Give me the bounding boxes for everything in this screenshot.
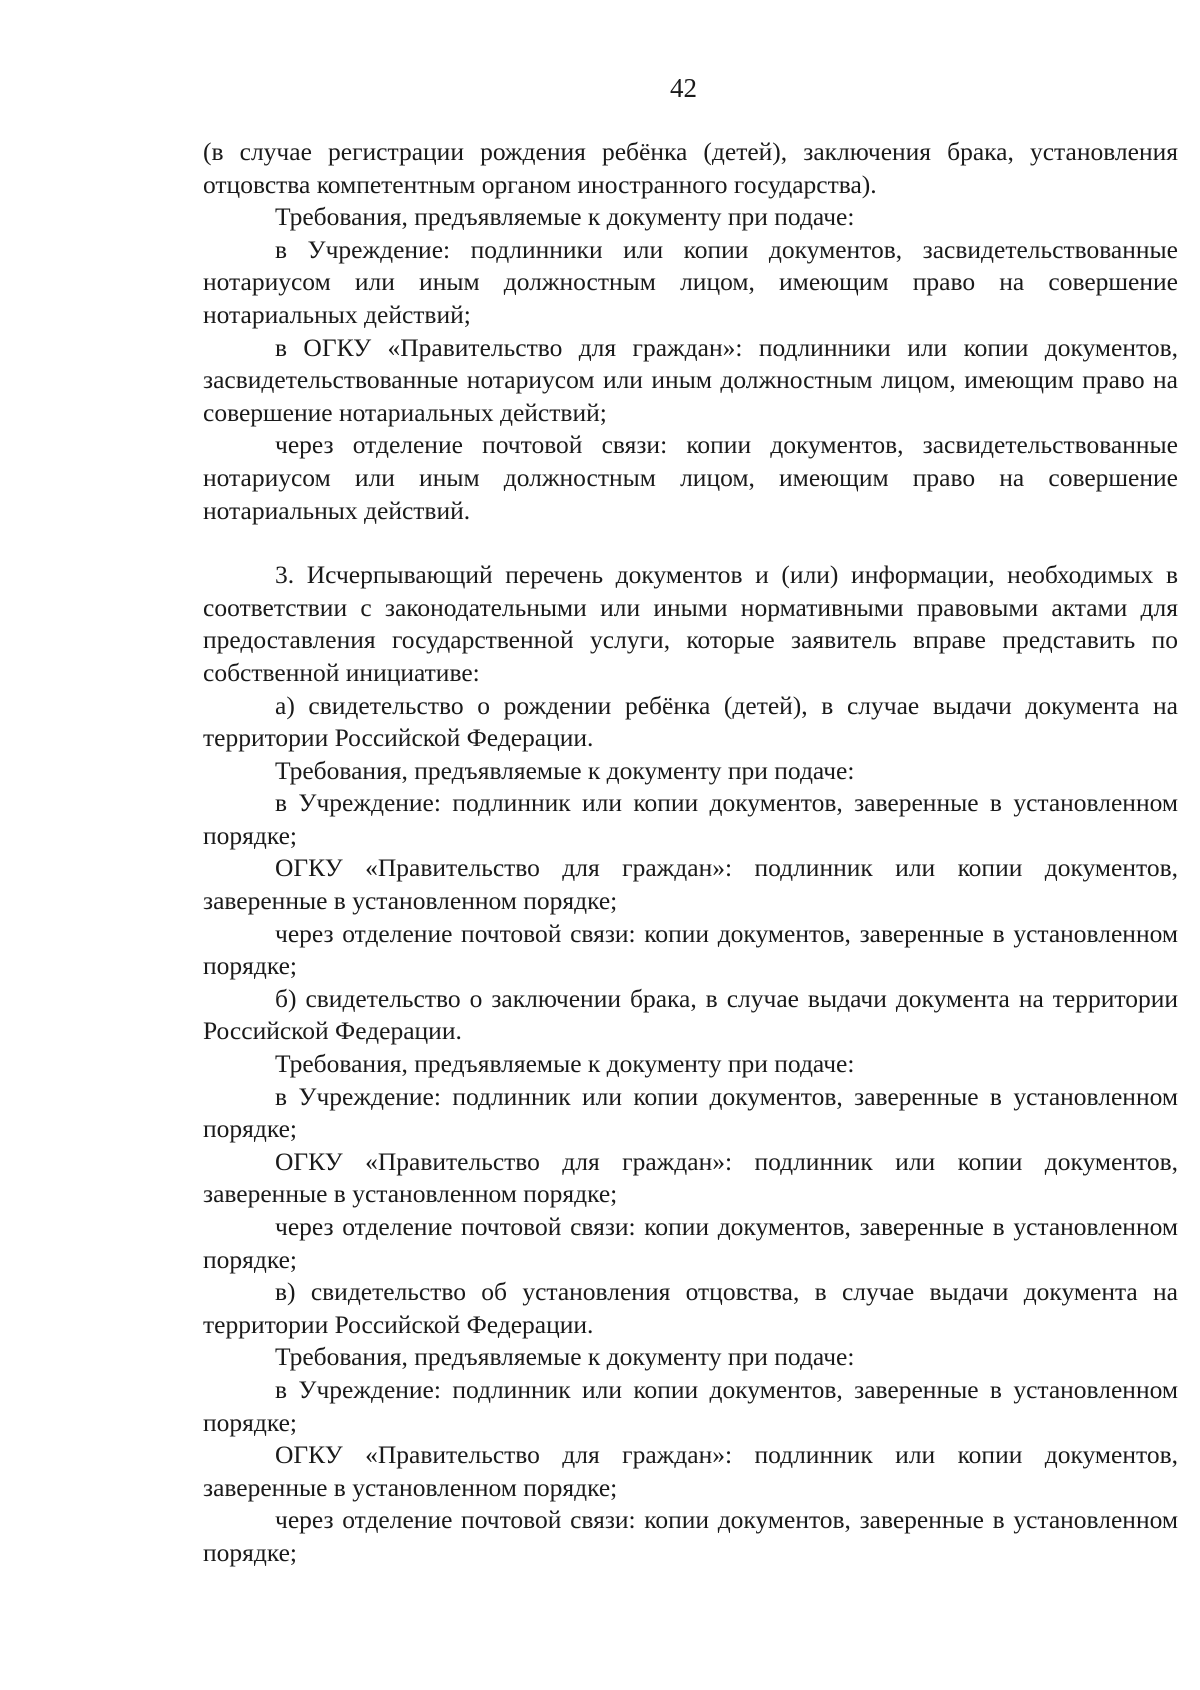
paragraph: в Учреждение: подлинник или копии документов, заверенные в установленном порядке; [203, 788, 1178, 850]
paragraph: через отделение почтовой связи: копии документов, заверенные в установленном порядке; [203, 918, 1178, 981]
paragraph: в Учреждение: подлинник или копии документов, заверенные в установленном порядке; [203, 1374, 1178, 1437]
paragraph: в ОГКУ «Правительство для граждан»: подлинники или копии документов, засвидетельствованные нотариусом или иным должностным лицом, имеющим право на совершение нотариальных действий; [203, 332, 1178, 427]
paragraph: в) свидетельство об установления отцовства, в случае выдачи документа на территории Российской Федерации. [203, 1277, 1178, 1339]
paragraph: б) свидетельство о заключении брака, в случае выдачи документа на территории Российской Федерации. [203, 983, 1178, 1046]
paragraph: через отделение почтовой связи: копии документов, заверенные в установленном порядке; [203, 1505, 1178, 1567]
section-heading-paragraph: 3. Исчерпывающий перечень документов и (или) информации, необходимых в соответствии с законодательными или иными нормативными правовыми актами для предоставления государственной услуги, которые заявитель вправе представить по собственной инициативе: [203, 560, 1178, 687]
document-body [203, 136, 1178, 1570]
paragraph: через отделение почтовой связи: копии документов, заверенные в установленном порядке; [203, 1212, 1178, 1274]
paragraph: ОГКУ «Правительство для граждан»: подлинник или копии документов, заверенные в установленном порядке; [203, 1146, 1178, 1209]
paragraph: ОГКУ «Правительство для граждан»: подлинник или копии документов, заверенные в установленном порядке; [203, 1440, 1178, 1502]
paragraph: Требования, предъявляемые к документу при подаче: [275, 202, 855, 232]
paragraph: Требования, предъявляемые к документу при подаче: [275, 1049, 855, 1079]
paragraph: ОГКУ «Правительство для граждан»: подлинник или копии документов, заверенные в установленном порядке; [203, 853, 1178, 916]
page-number: 42 [670, 73, 697, 103]
paragraph: Требования, предъявляемые к документу при подаче: [275, 1342, 855, 1372]
paragraph: Требования, предъявляемые к документу при подаче: [275, 755, 855, 785]
paragraph: (в случае регистрации рождения ребёнка (детей), заключения брака, установления отцовства компетентным органом иностранного государства). [203, 137, 1178, 199]
paragraph: в Учреждение: подлинник или копии документов, заверенные в установленном порядке; [203, 1081, 1178, 1144]
paragraph: через отделение почтовой связи: копии документов, засвидетельствованные нотариусом или иным должностным лицом, имеющим право на совершение нотариальных действий. [203, 430, 1178, 525]
paragraph: а) свидетельство о рождении ребёнка (детей), в случае выдачи документа на территории Российской Федерации. [203, 690, 1178, 753]
paragraph: в Учреждение: подлинники или копии документов, засвидетельствованные нотариусом или иным должностным лицом, имеющим право на совершение нотариальных действий; [203, 234, 1178, 329]
